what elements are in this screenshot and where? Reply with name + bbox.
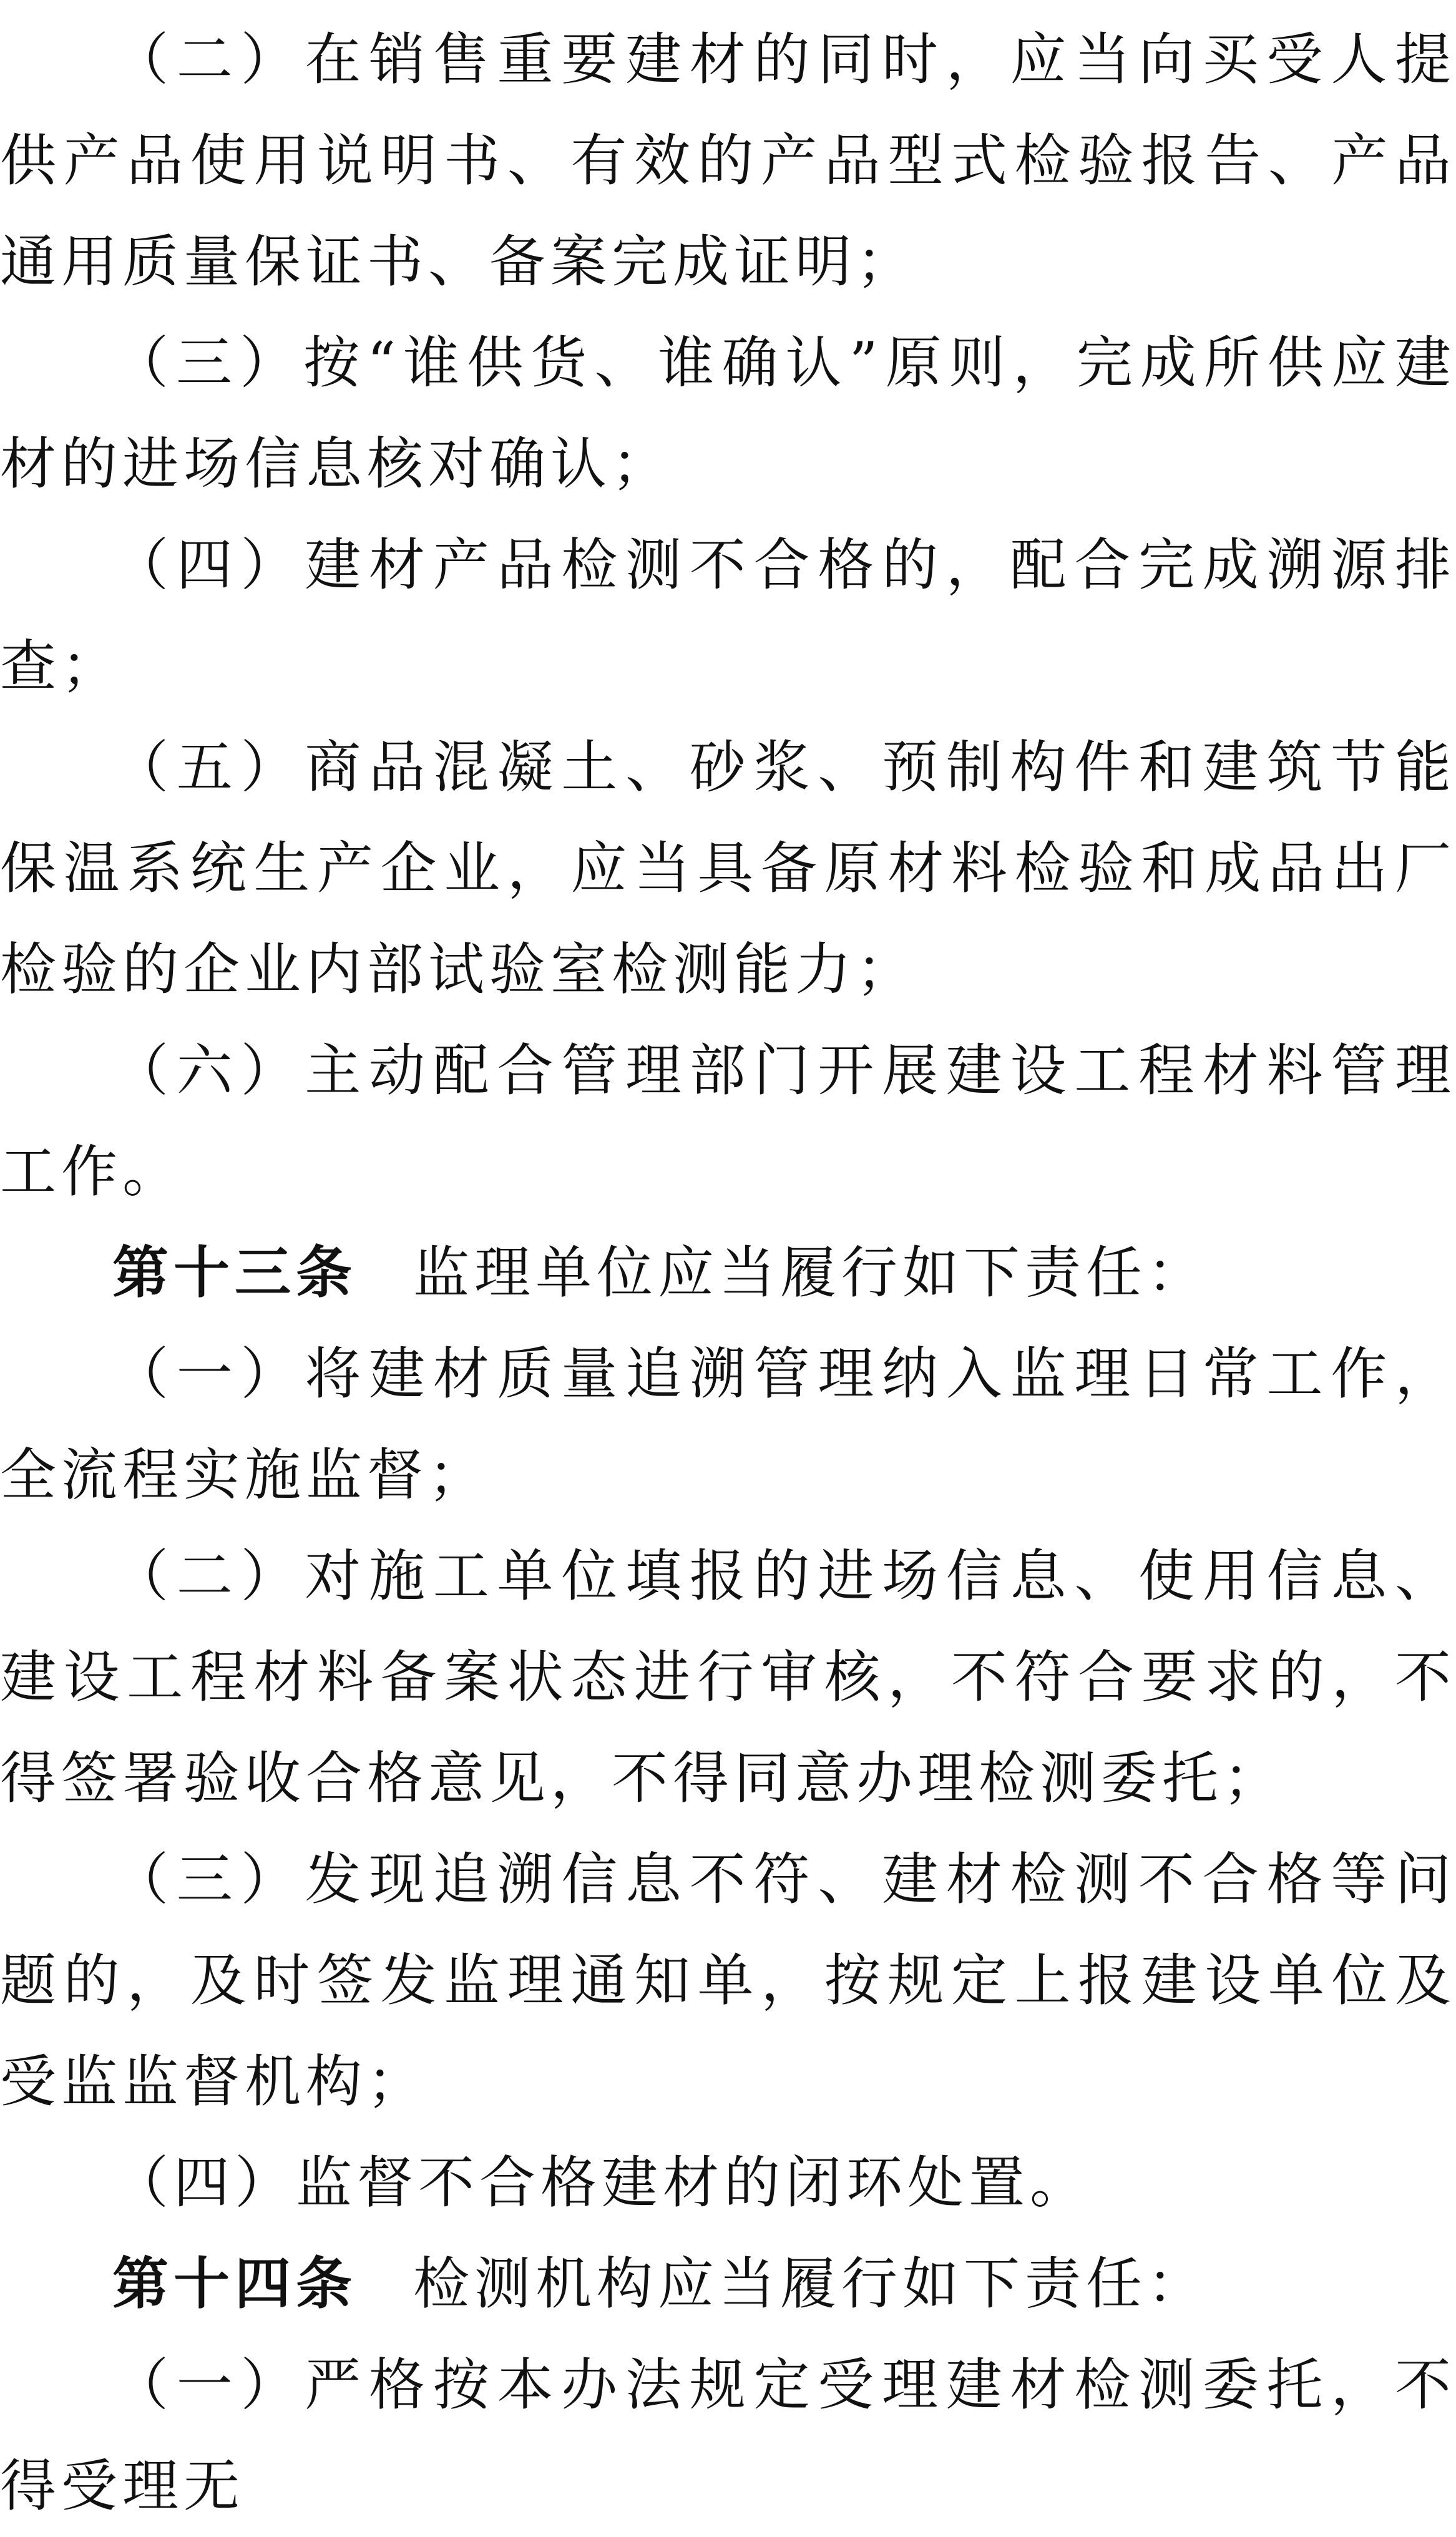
paragraph-item-3-notification — [0, 1829, 1456, 2133]
paragraph-text: （四）建材产品检测不合格的，配合完成溯源排查； — [0, 532, 1456, 699]
article-13-heading — [0, 1223, 1456, 1324]
paragraph-item-4-traceability-check — [0, 515, 1456, 717]
article-14-heading — [0, 2234, 1456, 2335]
paragraph-text: （五）商品混凝土、砂浆、预制构件和建筑节能保温系统生产企业，应当具备原材料检验和成品出厂检验的企业内部试验室检测能力； — [0, 735, 1456, 1002]
article-text: 监理单位应当履行如下责任： — [413, 1240, 1208, 1306]
article-number: 第十四条 — [112, 2251, 357, 2317]
paragraph-text: （一）将建材质量追溯管理纳入监理日常工作，全流程实施监督； — [0, 1341, 1456, 1508]
paragraph-text: （一）严格按本办法规定受理建材检测委托，不得受理无 — [0, 2352, 1456, 2519]
paragraph-item-2-sales-documents — [0, 9, 1456, 313]
paragraph-text: （二）对施工单位填报的进场信息、使用信息、建设工程材料备案状态进行审核，不符合要求的，不得签署验收合格意见，不得同意办理检测委托； — [0, 1543, 1456, 1811]
paragraph-text: （四）监督不合格建材的闭环处置。 — [112, 2150, 1091, 2216]
document-body — [0, 9, 1456, 2537]
paragraph-item-3-entry-confirmation — [0, 313, 1456, 515]
paragraph-text: （六）主动配合管理部门开展建设工程材料管理工作。 — [0, 1038, 1456, 1205]
paragraph-text: （二）在销售重要建材的同时，应当向买受人提供产品使用说明书、有效的产品型式检验报告、产品通用质量保证书、备案完成证明； — [0, 27, 1456, 295]
paragraph-text: （三）按“谁供货、谁确认”原则，完成所供应建材的进场信息核对确认； — [0, 330, 1456, 497]
paragraph-text: （三）发现追溯信息不符、建材检测不合格等问题的，及时签发监理通知单，按规定上报建设单位及受监监督机构； — [0, 1847, 1456, 2114]
paragraph-item-1-supervision — [0, 1324, 1456, 1526]
paragraph-item-2-review — [0, 1526, 1456, 1829]
paragraph-item-5-lab-capability — [0, 717, 1456, 1020]
article-number: 第十三条 — [112, 1240, 357, 1306]
paragraph-item-1-testing-acceptance — [0, 2335, 1456, 2537]
paragraph-item-4-closed-loop — [0, 2133, 1456, 2234]
article-text: 检测机构应当履行如下责任： — [413, 2251, 1208, 2317]
paragraph-item-6-cooperation — [0, 1020, 1456, 1223]
